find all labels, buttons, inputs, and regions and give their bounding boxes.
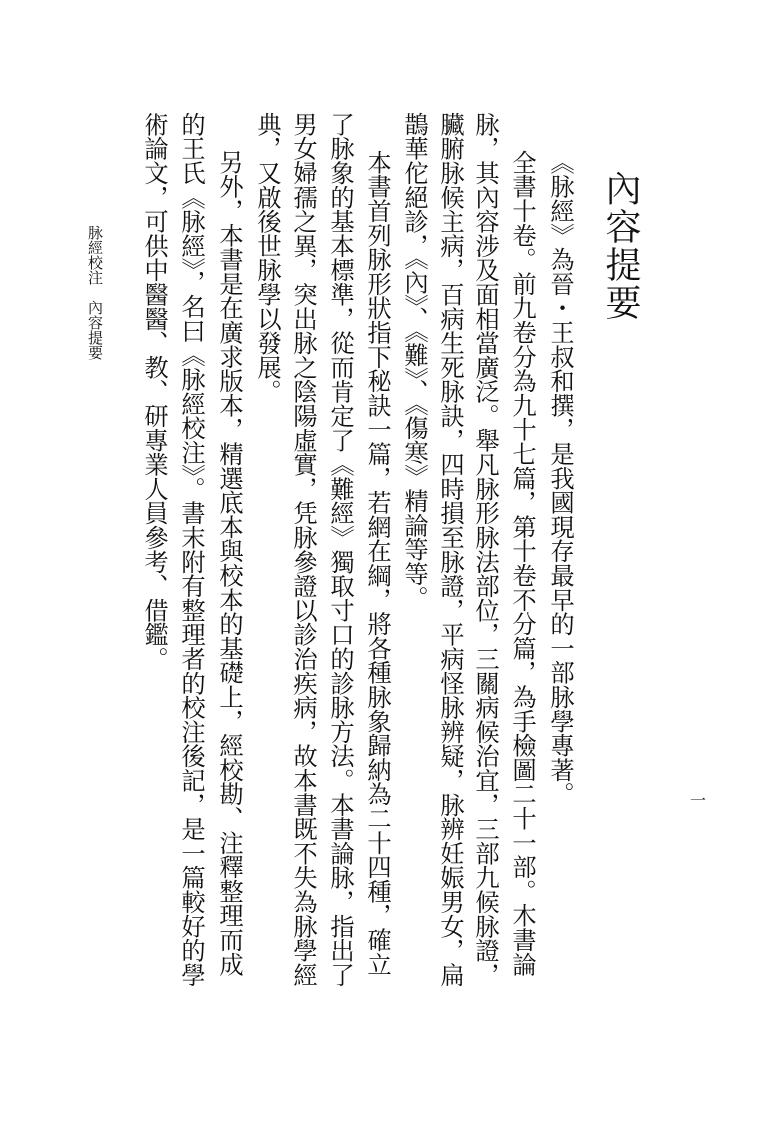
text-column: 全書十卷。前九卷分為九十七篇，第十卷不分篇，為手檢圖二十一部。木書論 — [508, 150, 537, 977]
text-column: 術論文，可供中醫醫、教、研專業人員參考、借鑑。 — [140, 112, 169, 671]
text-column: 的王氏《脉經》，名曰《脉經校注》。書末附有整理者的校注後記，是一篇較好的學 — [177, 112, 206, 987]
text-column: 臟腑脉候主病，百病生死脉訣，四時損至脉證，平病怪脉辨疑，脉辨妊娠男女，扁 — [436, 112, 465, 987]
text-column: 本書首列脉形狀指下秘訣一篇，若網在綱，將各種脉象歸納為二十四種，確立 — [363, 150, 392, 977]
text-column: 了脉象的基本標準，從而肯定了《難經》獨取寸口的診脉方法。本書論脉，指出了 — [326, 112, 355, 987]
text-column: 男女婦孺之異，突出脉之陰陽虛實，凭脉參證以診治疾病，故本書既不失為脉學經 — [289, 112, 318, 987]
running-footer: 脉經校注 內容提要 — [86, 225, 104, 360]
text-column: 脉，其內容涉及面相當廣泛。舉凡脉形脉法部位，三關病候治宜，三部九候脉證， — [471, 112, 500, 987]
page-title: 內容提要 — [600, 170, 641, 322]
text-column: 《脉經》為晉・王叔和撰，是我國現存最早的一部脉學專著。 — [546, 150, 575, 807]
text-column: 另外，本書是在廣求版本，精選底本與校本的基礎上，經校勘、注釋整理而成 — [215, 150, 244, 977]
page-number: 一 — [690, 791, 707, 810]
text-column: 鵲華佗絕診，《內》、《難》、《傷寒》精論等等。 — [400, 112, 429, 611]
text-column: 典，又啟後世脉學以發展。 — [253, 112, 282, 404]
